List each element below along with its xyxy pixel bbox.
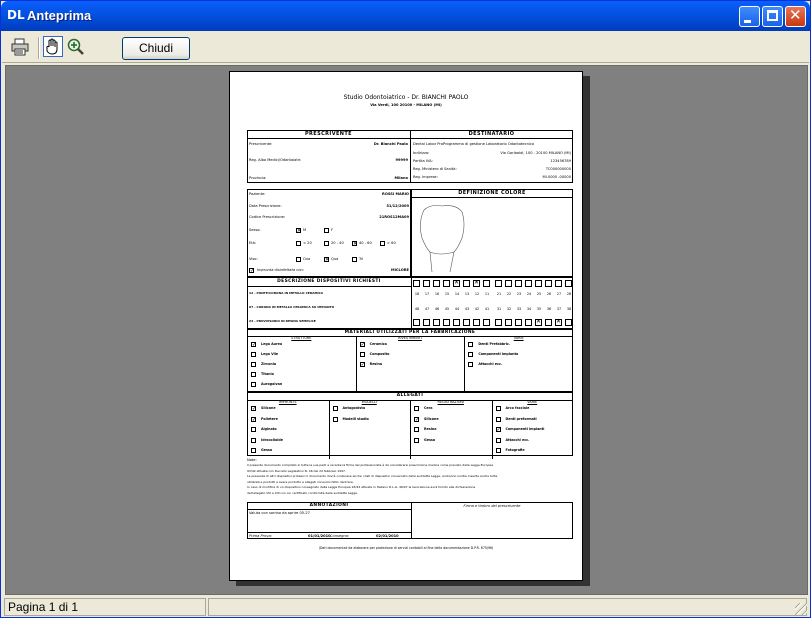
allegati-col-title: REGISTRAZIONI [437, 400, 464, 404]
allegati-item: Modelli studio [342, 416, 369, 421]
codice-value: 21ROS12MA09 [379, 215, 409, 219]
impronta-label: Impronta disinfettata con: [257, 268, 304, 272]
upper-tooth-box-13 [463, 280, 470, 287]
materiali-item: Titanio [261, 372, 274, 376]
allegati-checkbox [496, 406, 501, 411]
upper-tooth-mark-12: ✕ [474, 279, 480, 286]
materiali-checkbox [251, 382, 256, 387]
allegati-col-title: VARIE [527, 400, 538, 404]
sesso-option: M [303, 228, 307, 232]
destinatario-name: Dental Labor ProProgramma di gestione Laboratorio Odontotecnico [413, 142, 535, 146]
materiali-checkbox: ✓ [360, 362, 365, 368]
allegati-item: Resina [424, 427, 437, 431]
upper-tooth-num-21: 21 [496, 292, 502, 296]
ministero-label: Reg. Ministero di Sanità: [413, 167, 457, 171]
page-footer: (Dati documentali da elaborare per protezione di servizi contabili al fine della documentazione D.P.R. 675/96) [318, 546, 494, 550]
status-pane [208, 598, 807, 616]
materiali-item: Lega Vile [261, 352, 279, 356]
upper-tooth-num-15: 15 [444, 292, 450, 296]
upper-tooth-num-18: 18 [414, 292, 420, 296]
materiali-item: Lega Aurea [261, 342, 283, 346]
annotazioni-text: Valuta con sorriso da aprire 05-27 [249, 511, 310, 515]
upper-tooth-box-27 [555, 280, 562, 287]
materiali-checkbox [251, 372, 256, 377]
lower-tooth-box-36 [545, 319, 552, 326]
minimize-icon [744, 20, 751, 23]
imprese-value: MI-0000 -00000 [542, 175, 571, 179]
lower-tooth-box-46 [433, 319, 440, 326]
upper-tooth-box-25 [535, 280, 542, 287]
prescrivente-value: Dr. Bianchi Paolo [373, 142, 408, 146]
annotazioni-header: ANNOTAZIONI [309, 503, 349, 508]
allegati-checkbox [251, 438, 256, 443]
materiali-checkbox: ✓ [360, 342, 365, 348]
consegna-label: Consegna: [330, 534, 350, 538]
lower-tooth-box-41 [483, 319, 490, 326]
paziente-value: ROSSI MARIO [382, 192, 409, 196]
allegati-item: Silicone [424, 416, 439, 421]
sesso-option: F [331, 228, 334, 232]
allegati-checkbox [414, 406, 419, 411]
eta-checkbox: ✕ [353, 241, 358, 247]
note-label: Note: [247, 458, 257, 462]
dispositivo-2: 07 - CORONA IN METALLO CERAMICA SU IMPIANTO [249, 305, 335, 309]
allegati-checkbox [333, 406, 338, 411]
allegati-item: Fotografie [505, 448, 525, 452]
allegati-checkbox: ✓ [415, 416, 420, 423]
close-icon: ✕ [789, 6, 802, 24]
materiali-checkbox [468, 352, 473, 357]
materiali-checkbox [468, 362, 473, 367]
eta-checkbox [380, 241, 385, 246]
upper-tooth-box-17 [423, 280, 430, 287]
allegati-col-title: MODELLI [361, 400, 377, 404]
lower-tooth-num-33: 33 [516, 307, 522, 311]
materiali-col-title: RIVESTIMENTI [398, 336, 422, 340]
lower-tooth-num-46: 46 [434, 307, 440, 311]
window-title: Anteprima [27, 8, 92, 23]
piva-label: Partita IVA: [413, 159, 433, 163]
prima-prova-label: Prima Prova: [249, 534, 272, 538]
viso-option: Ova [303, 257, 311, 261]
status-bar [2, 596, 809, 617]
lower-tooth-box-45 [443, 319, 450, 326]
lower-tooth-num-44: 44 [454, 307, 460, 311]
preview-page [229, 71, 583, 581]
viso-checkbox [352, 257, 357, 262]
materiali-divider [464, 336, 465, 392]
lower-tooth-box-44 [453, 319, 460, 326]
allegati-checkbox: ✓ [252, 406, 257, 412]
materiali-header: MATERIALI UTILIZZATI PER LA FABBRICAZIONE [344, 330, 476, 335]
allegati-divider [410, 400, 411, 459]
viso-option: Tri [359, 257, 364, 261]
firma-label: Firma e timbro del prescrivente [463, 504, 521, 508]
allegati-checkbox [251, 427, 256, 432]
lower-tooth-num-32: 32 [506, 307, 512, 311]
upper-tooth-box-26 [545, 280, 552, 287]
allegati-checkbox [414, 438, 419, 443]
allegati-divider [492, 400, 493, 459]
note-line: dell'allegato VIII e XIII con cui certificato conformità della suddetta Legge. [247, 491, 358, 495]
lower-tooth-mark-37: ✕ [556, 318, 562, 325]
materiali-checkbox: ✓ [252, 342, 257, 348]
viso-option: Qua [331, 257, 339, 261]
lower-tooth-box-33 [515, 319, 522, 326]
imprese-label: Reg. Imprese: [413, 175, 438, 179]
allegati-divider [329, 400, 330, 459]
materiali-checkbox [251, 362, 256, 367]
upper-tooth-num-13: 13 [464, 292, 470, 296]
allegati-item: Componenti impianti [505, 427, 545, 431]
materiali-col-title: STRUTTURE [291, 336, 312, 340]
upper-tooth-num-22: 22 [506, 292, 512, 296]
tooth-outline-icon [416, 202, 468, 274]
allegati-header: ALLEGATI [396, 393, 424, 398]
prescrivente-header: PRESCRIVENTE [304, 131, 352, 137]
dispositivo-3: 24 - PROVVISORIO IN RESINA SEMPLICE [249, 319, 316, 323]
allegati-item: Attacchi ecc. [505, 437, 530, 442]
note-line: Il presente documento compilato in tutte le sue parti e recante la firma del professionista è da considerarsi prescrizione medica come previsto dalla Legge Europea [247, 463, 494, 467]
lower-tooth-num-35: 35 [536, 307, 542, 311]
colore-header: DEFINIZIONE COLORE [458, 190, 526, 196]
printer-icon[interactable] [11, 38, 29, 56]
note-line: La presenza di altri dispositivi protesici il documento dovrà contenere anche i dati di dispositivi conservato dalla suddetta Legge, andranno inoltre inserite anche tutte [247, 474, 498, 479]
materiali-checkbox [468, 342, 473, 347]
materiali-item: Resina [369, 362, 383, 366]
allegati-checkbox: ✓ [496, 427, 501, 433]
viso-label: Viso: [249, 257, 258, 261]
allegati-item: Denti preformati [505, 416, 537, 421]
materiali-checkbox [251, 352, 256, 357]
lower-tooth-box-38 [565, 319, 572, 326]
materiali-divider [356, 336, 357, 392]
prima-prova-value: 01/01/2010 [308, 534, 331, 538]
ministero-value: TC000000000 [545, 167, 571, 171]
piva-value: 123456789 [550, 159, 571, 163]
sesso-checkbox [324, 228, 329, 233]
indirizzo-label: Indirizzo: [413, 151, 430, 155]
materiali-item: Aurogalvan [261, 382, 283, 386]
maximize-icon [767, 10, 778, 21]
allegati-checkbox [414, 427, 419, 432]
materiali-item: Zirconio [261, 362, 277, 366]
eta-checkbox [324, 241, 329, 246]
eta-option: < 20 [303, 241, 312, 245]
eta-option: 40 - 60 [359, 241, 372, 245]
impronta-value: MICLORE [391, 268, 409, 272]
dispositivo-1: 12 - PONTE/CORONA IN METALLO CERAMICA [249, 291, 324, 295]
provincia-label: Provincia: [249, 176, 267, 180]
eta-option: 20 - 40 [331, 241, 344, 245]
allegati-checkbox: ✓ [252, 416, 257, 423]
page-info: Pagina 1 di 1 [4, 598, 206, 616]
upper-tooth-box-16 [433, 280, 440, 287]
upper-tooth-num-14: 14 [454, 292, 460, 296]
allegati-item: Gesso [261, 448, 273, 452]
upper-tooth-num-12: 12 [474, 292, 480, 296]
allegati-item: Gesso [424, 437, 436, 442]
maximize-button[interactable] [762, 6, 783, 27]
lower-tooth-box-32 [505, 319, 512, 326]
upper-tooth-num-25: 25 [536, 292, 542, 296]
materiali-item: Ceramica [369, 342, 387, 346]
upper-tooth-num-11: 11 [484, 292, 490, 296]
allegati-checkbox [251, 448, 256, 453]
zoom-in-icon[interactable] [67, 38, 85, 56]
lower-tooth-num-36: 36 [546, 307, 552, 311]
albo-label: Reg. Albo Medici/Odontoiatri: [249, 158, 302, 162]
upper-tooth-num-26: 26 [546, 292, 552, 296]
lower-tooth-box-48 [413, 319, 420, 326]
toolbar-separator [38, 37, 40, 59]
minimize-button[interactable] [739, 6, 760, 27]
allegati-item: Polietere [261, 416, 278, 421]
allegati-item: Antagonista [342, 406, 366, 410]
allegati-item: Alginato [261, 427, 277, 431]
allegati-checkbox [333, 417, 338, 422]
dispositivi-header: DESCRIZIONE DISPOSITIVI RICHIESTI [277, 279, 381, 284]
allegati-checkbox [496, 438, 501, 443]
lower-tooth-box-31 [495, 319, 502, 326]
eta-checkbox [296, 241, 301, 246]
allegati-item: Arco facciale [505, 406, 530, 410]
paziente-box [247, 189, 411, 277]
lower-tooth-num-38: 38 [566, 307, 572, 311]
allegati-item: Cera [424, 406, 433, 410]
lower-tooth-num-43: 43 [464, 307, 470, 311]
lower-tooth-num-41: 41 [484, 307, 490, 311]
sesso-label: Sesso: [249, 228, 261, 232]
resize-grip[interactable] [795, 603, 807, 615]
toolbar [2, 31, 809, 63]
viso-checkbox [296, 257, 301, 262]
allegati-checkbox [496, 417, 501, 422]
upper-tooth-box-24 [525, 280, 532, 287]
studio-address: Via Verdi, 100 20100 - MILANO (MI) [370, 103, 442, 107]
allegati-col-title: IMPRONTE [278, 400, 297, 404]
data-value: 31/12/2009 [386, 204, 409, 208]
materiali-col-title: VARIE [513, 336, 524, 340]
lower-tooth-num-31: 31 [496, 307, 502, 311]
upper-tooth-box-22 [505, 280, 512, 287]
consegna-value: 02/01/2010 [376, 534, 399, 538]
app-icon: DL [7, 8, 25, 22]
lower-tooth-num-45: 45 [444, 307, 450, 311]
indirizzo-value: Via Garibaldi, 100 - 20100 MILANO (MI) [500, 151, 571, 155]
upper-tooth-box-21 [495, 280, 502, 287]
data-label: Data Prescrizione: [249, 204, 282, 208]
studio-name: Studio Odontoiatrico - Dr. BIANCHI PAOLO [343, 94, 469, 101]
upper-tooth-num-28: 28 [566, 292, 572, 296]
allegati-checkbox [496, 448, 501, 453]
viso-checkbox: ✕ [325, 257, 330, 263]
upper-tooth-box-18 [413, 280, 420, 287]
materiali-checkbox [360, 352, 365, 357]
upper-tooth-num-23: 23 [516, 292, 522, 296]
upper-tooth-num-16: 16 [434, 292, 440, 296]
allegati-item: Idrocolloide [261, 437, 283, 442]
paziente-label: Paziente: [249, 192, 266, 196]
upper-tooth-num-17: 17 [424, 292, 430, 296]
materiali-item: Composito [369, 352, 390, 356]
materiali-item: Attacchi ecc. [478, 362, 503, 366]
destinatario-header: DESTINATARIO [468, 131, 515, 137]
upper-tooth-box-28 [565, 280, 572, 287]
lower-tooth-box-47 [423, 319, 430, 326]
close-window-button[interactable] [785, 6, 806, 27]
hand-pan-icon[interactable] [43, 36, 63, 57]
lower-tooth-num-48: 48 [414, 307, 420, 311]
impronta-checkbox: ✓ [250, 268, 255, 274]
materiali-item: Denti Prefabbric. [478, 342, 511, 346]
upper-tooth-num-24: 24 [526, 292, 532, 296]
lower-tooth-num-42: 42 [474, 307, 480, 311]
sesso-checkbox: ✕ [297, 228, 302, 234]
codice-label: Codice Prescrizione: [249, 215, 286, 219]
note-line: utilizzati e prodotti e avere prodotto e allegati consumo fatto rientrare. [247, 479, 354, 484]
provincia-value: Milano [394, 176, 408, 180]
lower-tooth-mark-35: ✕ [536, 318, 542, 325]
albo-value: 99999 [395, 158, 408, 162]
lower-tooth-box-34 [525, 319, 532, 326]
lower-tooth-box-42 [473, 319, 480, 326]
eta-label: Età: [249, 241, 257, 245]
upper-tooth-box-15 [443, 280, 450, 287]
preview-area[interactable] [5, 65, 808, 595]
lower-tooth-box-43 [463, 319, 470, 326]
lower-tooth-num-34: 34 [526, 307, 532, 311]
upper-tooth-box-11 [483, 280, 490, 287]
title-bar[interactable] [1, 1, 810, 31]
upper-tooth-box-23 [515, 280, 522, 287]
materiali-item: Componenti impianto [478, 352, 519, 356]
eta-option: > 60 [387, 241, 396, 245]
lower-tooth-num-37: 37 [556, 307, 562, 311]
allegati-item: Silicone [261, 406, 276, 410]
note-line: In caso di modifica di un dispositivo consegnato dalla Legge Europea 93/42 attuata in Italiano D.L.G. 46/97 la lavorazione avrà fornito alla dichiarazione [247, 485, 476, 490]
chiudi-button[interactable]: Chiudi [122, 37, 190, 60]
upper-tooth-num-27: 27 [556, 292, 562, 296]
upper-tooth-mark-14: ✕ [454, 279, 460, 286]
lower-tooth-num-47: 47 [424, 307, 430, 311]
prescrivente-label: Prescrivente: [249, 142, 273, 146]
note-line: 93/42 attuata con Decreto Legislativo N. 46 del 24 febbraio 1997. [247, 468, 346, 473]
